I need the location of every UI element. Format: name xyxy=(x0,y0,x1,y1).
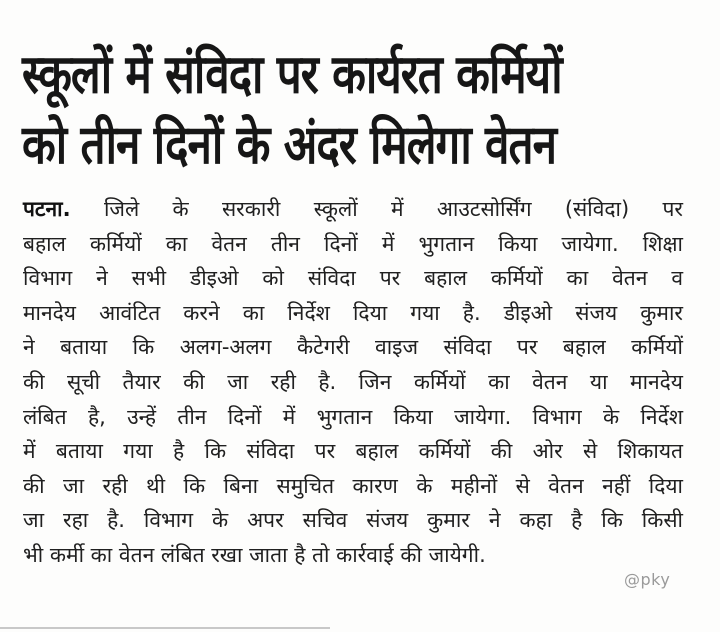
article-body xyxy=(23,192,683,573)
headline-line-1: स्कूलों में संविदा पर कार्यरत कर्मियों xyxy=(22,43,562,106)
body-line-6: की सूची तैयार की जा रही है. जिन कर्मियों का वेतन या मानदेय xyxy=(23,369,683,394)
dateline: पटना. xyxy=(23,197,71,221)
body-line-5: ने बताया कि अलग-अलग कैटेगरी वाइज संविदा पर बहाल कर्मियों xyxy=(23,335,683,360)
bottom-divider xyxy=(0,627,330,629)
body-line-9: की जा रही थी कि बिना समुचित कारण के महीनों से वेतन नहीं दिया xyxy=(23,473,683,498)
headline xyxy=(22,40,702,182)
body-line-11: भी कर्मी का वेतन लंबित रखा जाता है तो कार्रवाई की जायेगी. xyxy=(23,542,486,567)
body-line-3: विभाग ने सभी डीइओ को संविदा पर बहाल कर्मियों का वेतन व xyxy=(23,266,683,291)
body-line-10: जा रहा है. विभाग के अपर सचिव संजय कुमार ने कहा है कि किसी xyxy=(23,508,683,533)
body-line-1-text: जिले के सरकारी स्कूलों में आउटसोर्सिंग (संविदा) पर xyxy=(103,197,683,221)
watermark: @pky xyxy=(624,570,671,589)
body-line-8: में बताया गया है कि संविदा पर बहाल कर्मियों की ओर से शिकायत xyxy=(23,439,683,464)
body-line-7: लंबित है, उन्हें तीन दिनों में भुगतान किया जायेगा. विभाग के निर्देश xyxy=(23,404,683,429)
body-line-4: मानदेय आवंटित करने का निर्देश दिया गया है. डीइओ संजय कुमार xyxy=(23,300,683,325)
body-line-2: बहाल कर्मियों का वेतन तीन दिनों में भुगतान किया जायेगा. शिक्षा xyxy=(23,231,683,256)
headline-line-2: को तीन दिनों के अंदर मिलेगा वेतन xyxy=(22,114,557,177)
body-line-1 xyxy=(23,192,683,227)
